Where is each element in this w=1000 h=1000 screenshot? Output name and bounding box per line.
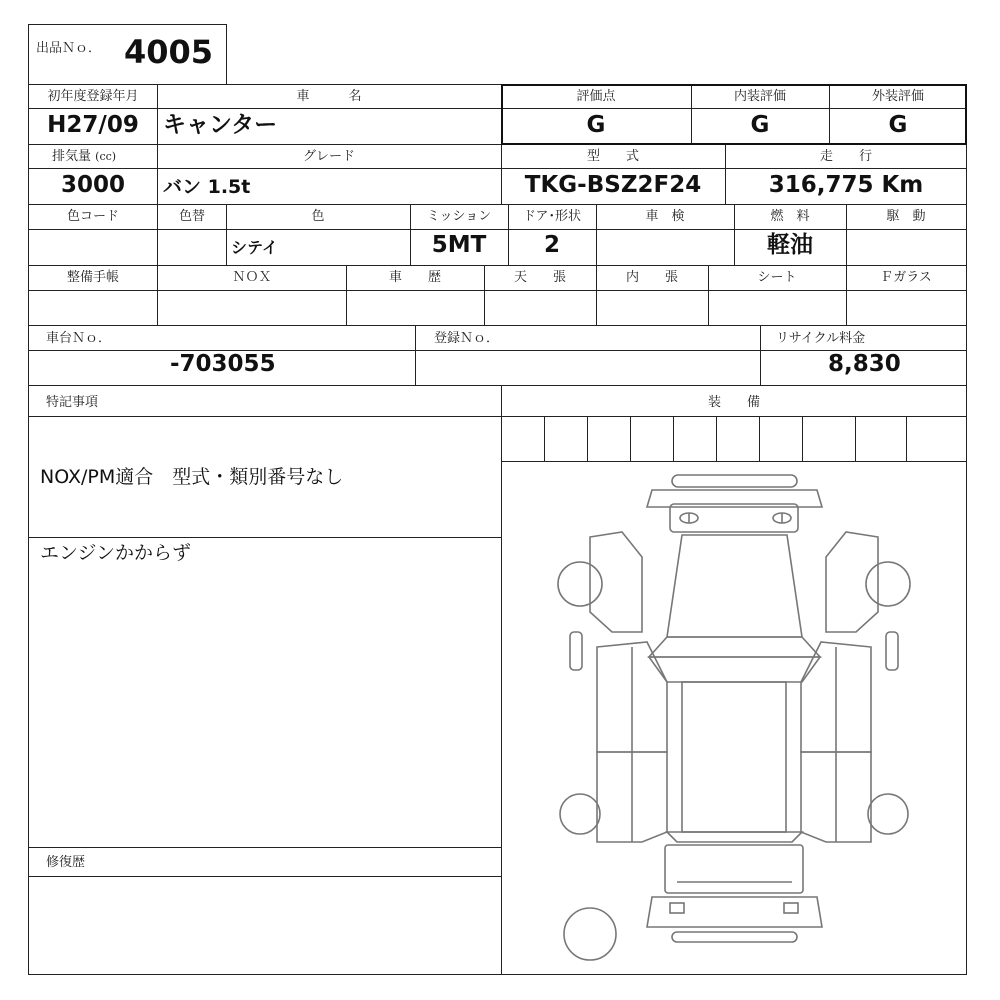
grade-label: グレード [302, 149, 356, 164]
col-line [725, 144, 726, 204]
row-line [28, 385, 967, 386]
right-mirror-outline [886, 632, 898, 670]
roof-lining-label: 天 張 [513, 270, 567, 285]
special-note-line-2: エンジンかからず [40, 542, 192, 564]
rear-bumper-outline [672, 932, 797, 942]
equip-cell-line [587, 416, 588, 461]
taillight-outline [784, 903, 798, 913]
col-line [846, 204, 847, 265]
equip-cell-line [544, 416, 545, 461]
front-glass-label: Ｆガラス [880, 270, 932, 285]
col-line [157, 204, 158, 265]
score-label: 評価点 [576, 89, 616, 104]
mission-label: ミッション [426, 209, 492, 224]
hood-outline [667, 535, 802, 637]
special-note-line-1: NOX/PM適合 型式・類別番号なし [40, 466, 344, 488]
interior-trim-label: 内 張 [625, 270, 679, 285]
row-line [28, 847, 502, 848]
front-left-tire-outline [558, 562, 602, 606]
mileage-label: 走 行 [819, 149, 873, 164]
row-line [28, 229, 967, 230]
nox-label: ＮＯＸ [232, 270, 272, 285]
displacement-value: 3000 [60, 172, 126, 198]
interior-score-label: 内装評価 [733, 89, 787, 104]
equip-cell-line [673, 416, 674, 461]
row-line [28, 876, 502, 877]
roof-outline [649, 657, 820, 682]
rear-left-tire-outline [560, 794, 600, 834]
fuel-value: 軽油 [767, 232, 813, 258]
history-label: 車 歴 [388, 270, 442, 285]
exterior-score-label: 外装評価 [871, 89, 925, 104]
car-damage-diagram [502, 462, 966, 974]
row-line [28, 350, 967, 351]
roof-outline [682, 682, 786, 832]
color-code-label: 色コード [66, 209, 120, 224]
front-bumper-outline [672, 475, 797, 487]
row-line [28, 325, 967, 326]
color-value: シテイ [231, 238, 278, 257]
car-name-value: キャンター [163, 112, 278, 138]
windshield-outline [649, 637, 820, 657]
repair-history-label: 修復歴 [46, 855, 86, 870]
col-line [410, 204, 411, 265]
first-registration-value: H27/09 [47, 112, 139, 138]
first-registration-label: 初年度登録年月 [47, 89, 139, 104]
chassis-number-value: -703055 [170, 351, 276, 377]
lot-number-value: 4005 [124, 33, 214, 71]
col-line [157, 265, 158, 325]
col-line [596, 204, 597, 265]
front-right-fender-outline [826, 532, 878, 632]
score-value: G [586, 112, 606, 138]
rear-bumper-outline [647, 897, 822, 927]
recycle-fee-value: 8,830 [828, 351, 901, 377]
maintenance-label: 整備手帳 [66, 270, 120, 285]
color-change-label: 色替 [178, 209, 206, 224]
car-name-label: 車 名 [296, 89, 362, 104]
door-label: ドア･形状 [522, 209, 582, 224]
drive-label: 駆 動 [886, 209, 926, 224]
exterior-score-value: G [888, 112, 908, 138]
col-line [596, 265, 597, 325]
special-notes-label: 特記事項 [46, 395, 99, 410]
col-line [157, 84, 158, 204]
equipment-label: 装 備 [707, 395, 761, 410]
front-right-tire-outline [866, 562, 910, 606]
col-line [734, 204, 735, 265]
taillight-outline [670, 903, 684, 913]
col-line [508, 204, 509, 265]
row-line [28, 265, 967, 266]
equip-cell-line [759, 416, 760, 461]
row-line [28, 168, 967, 169]
row-line [28, 290, 967, 291]
inspection-label: 車 検 [645, 209, 685, 224]
left-mirror-outline [570, 632, 582, 670]
lot-number-label: 出品Ｎｏ． [36, 41, 102, 56]
chassis-number-label: 車台Ｎｏ． [46, 331, 112, 346]
model-label: 型 式 [586, 149, 640, 164]
col-line [415, 325, 416, 385]
col-line [708, 265, 709, 325]
interior-score-value: G [750, 112, 770, 138]
col-line [846, 265, 847, 325]
rear-panel-outline [665, 845, 803, 893]
registration-number-label: 登録Ｎｏ． [434, 331, 500, 346]
equip-cell-line [855, 416, 856, 461]
grade-value: バン 1.5t [163, 176, 251, 198]
fuel-label: 燃 料 [770, 209, 810, 224]
equip-cell-line [802, 416, 803, 461]
mileage-value: 316,775 Km [768, 172, 924, 198]
equip-cell-line [716, 416, 717, 461]
model-value: TKG-BSZ2F24 [524, 172, 702, 198]
col-line [226, 204, 227, 265]
door-value: 2 [543, 232, 561, 258]
spare-tire-outline [564, 908, 616, 960]
color-label: 色 [311, 209, 325, 224]
equip-cell-line [630, 416, 631, 461]
seat-label: シート [757, 270, 797, 285]
row-line [28, 416, 967, 417]
rear-right-tire-outline [868, 794, 908, 834]
recycle-fee-label: リサイクル料金 [776, 331, 866, 346]
equip-cell-line [906, 416, 907, 461]
displacement-label: 排気量 (cc) [52, 149, 117, 164]
col-line [346, 265, 347, 325]
front-left-fender-outline [590, 532, 642, 632]
rear-window-outline [667, 832, 802, 842]
row-line [28, 204, 967, 205]
col-line [484, 265, 485, 325]
mission-value: 5MT [431, 232, 487, 258]
col-line [760, 325, 761, 385]
